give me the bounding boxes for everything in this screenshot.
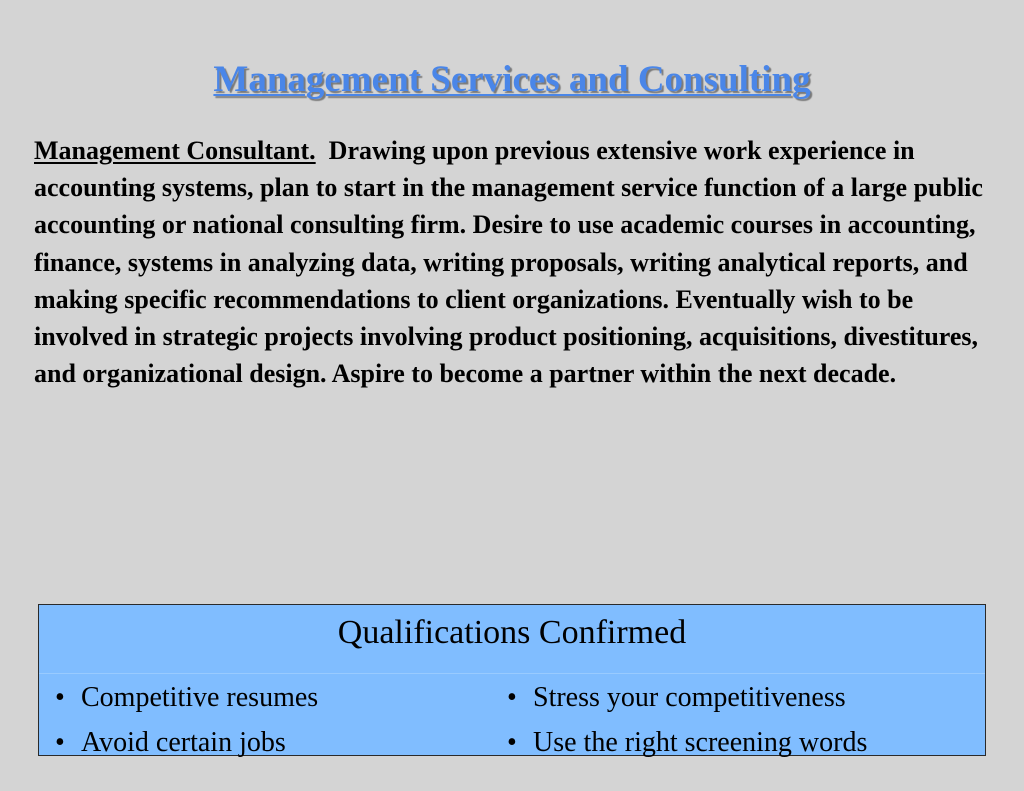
body-paragraph: [34, 132, 1002, 392]
bullet-icon: •: [55, 727, 65, 758]
paragraph-lead: Management Consultant.: [34, 136, 316, 165]
bullet-icon: •: [507, 682, 517, 713]
list-item-text: Competitive resumes: [81, 682, 319, 713]
bullet-icon: •: [507, 727, 517, 758]
bullet-icon: •: [55, 682, 65, 713]
list-item: [55, 675, 318, 720]
list-item-text: Stress your competitiveness: [533, 682, 846, 713]
list-item-text: Avoid certain jobs: [81, 727, 286, 758]
list-item: [55, 720, 318, 765]
list-item: [507, 720, 867, 765]
qualifications-divider: [39, 673, 985, 674]
qualifications-box: [38, 604, 986, 756]
qualifications-title: Qualifications Confirmed: [337, 614, 687, 651]
qualifications-list-left: [55, 675, 318, 765]
paragraph-text: Drawing upon previous extensive work experience in accounting systems, plan to start in the management service function of a large public accounting or national consulting firm. Desire to use academic courses in accounting, finance, systems in analyzing data, writing proposals, writing analytical reports, and making specific recommendations to client organizations. Eventually wish to be involved in strategic projects involving product positioning, acquisitions, divestitures, and organizational design. Aspire to become a partner within the next decade.: [34, 136, 983, 389]
slide-title: Management Services and Consulting: [213, 59, 811, 100]
qualifications-list-right: [507, 675, 867, 765]
list-item: [507, 675, 867, 720]
list-item-text: Use the right screening words: [533, 727, 868, 758]
